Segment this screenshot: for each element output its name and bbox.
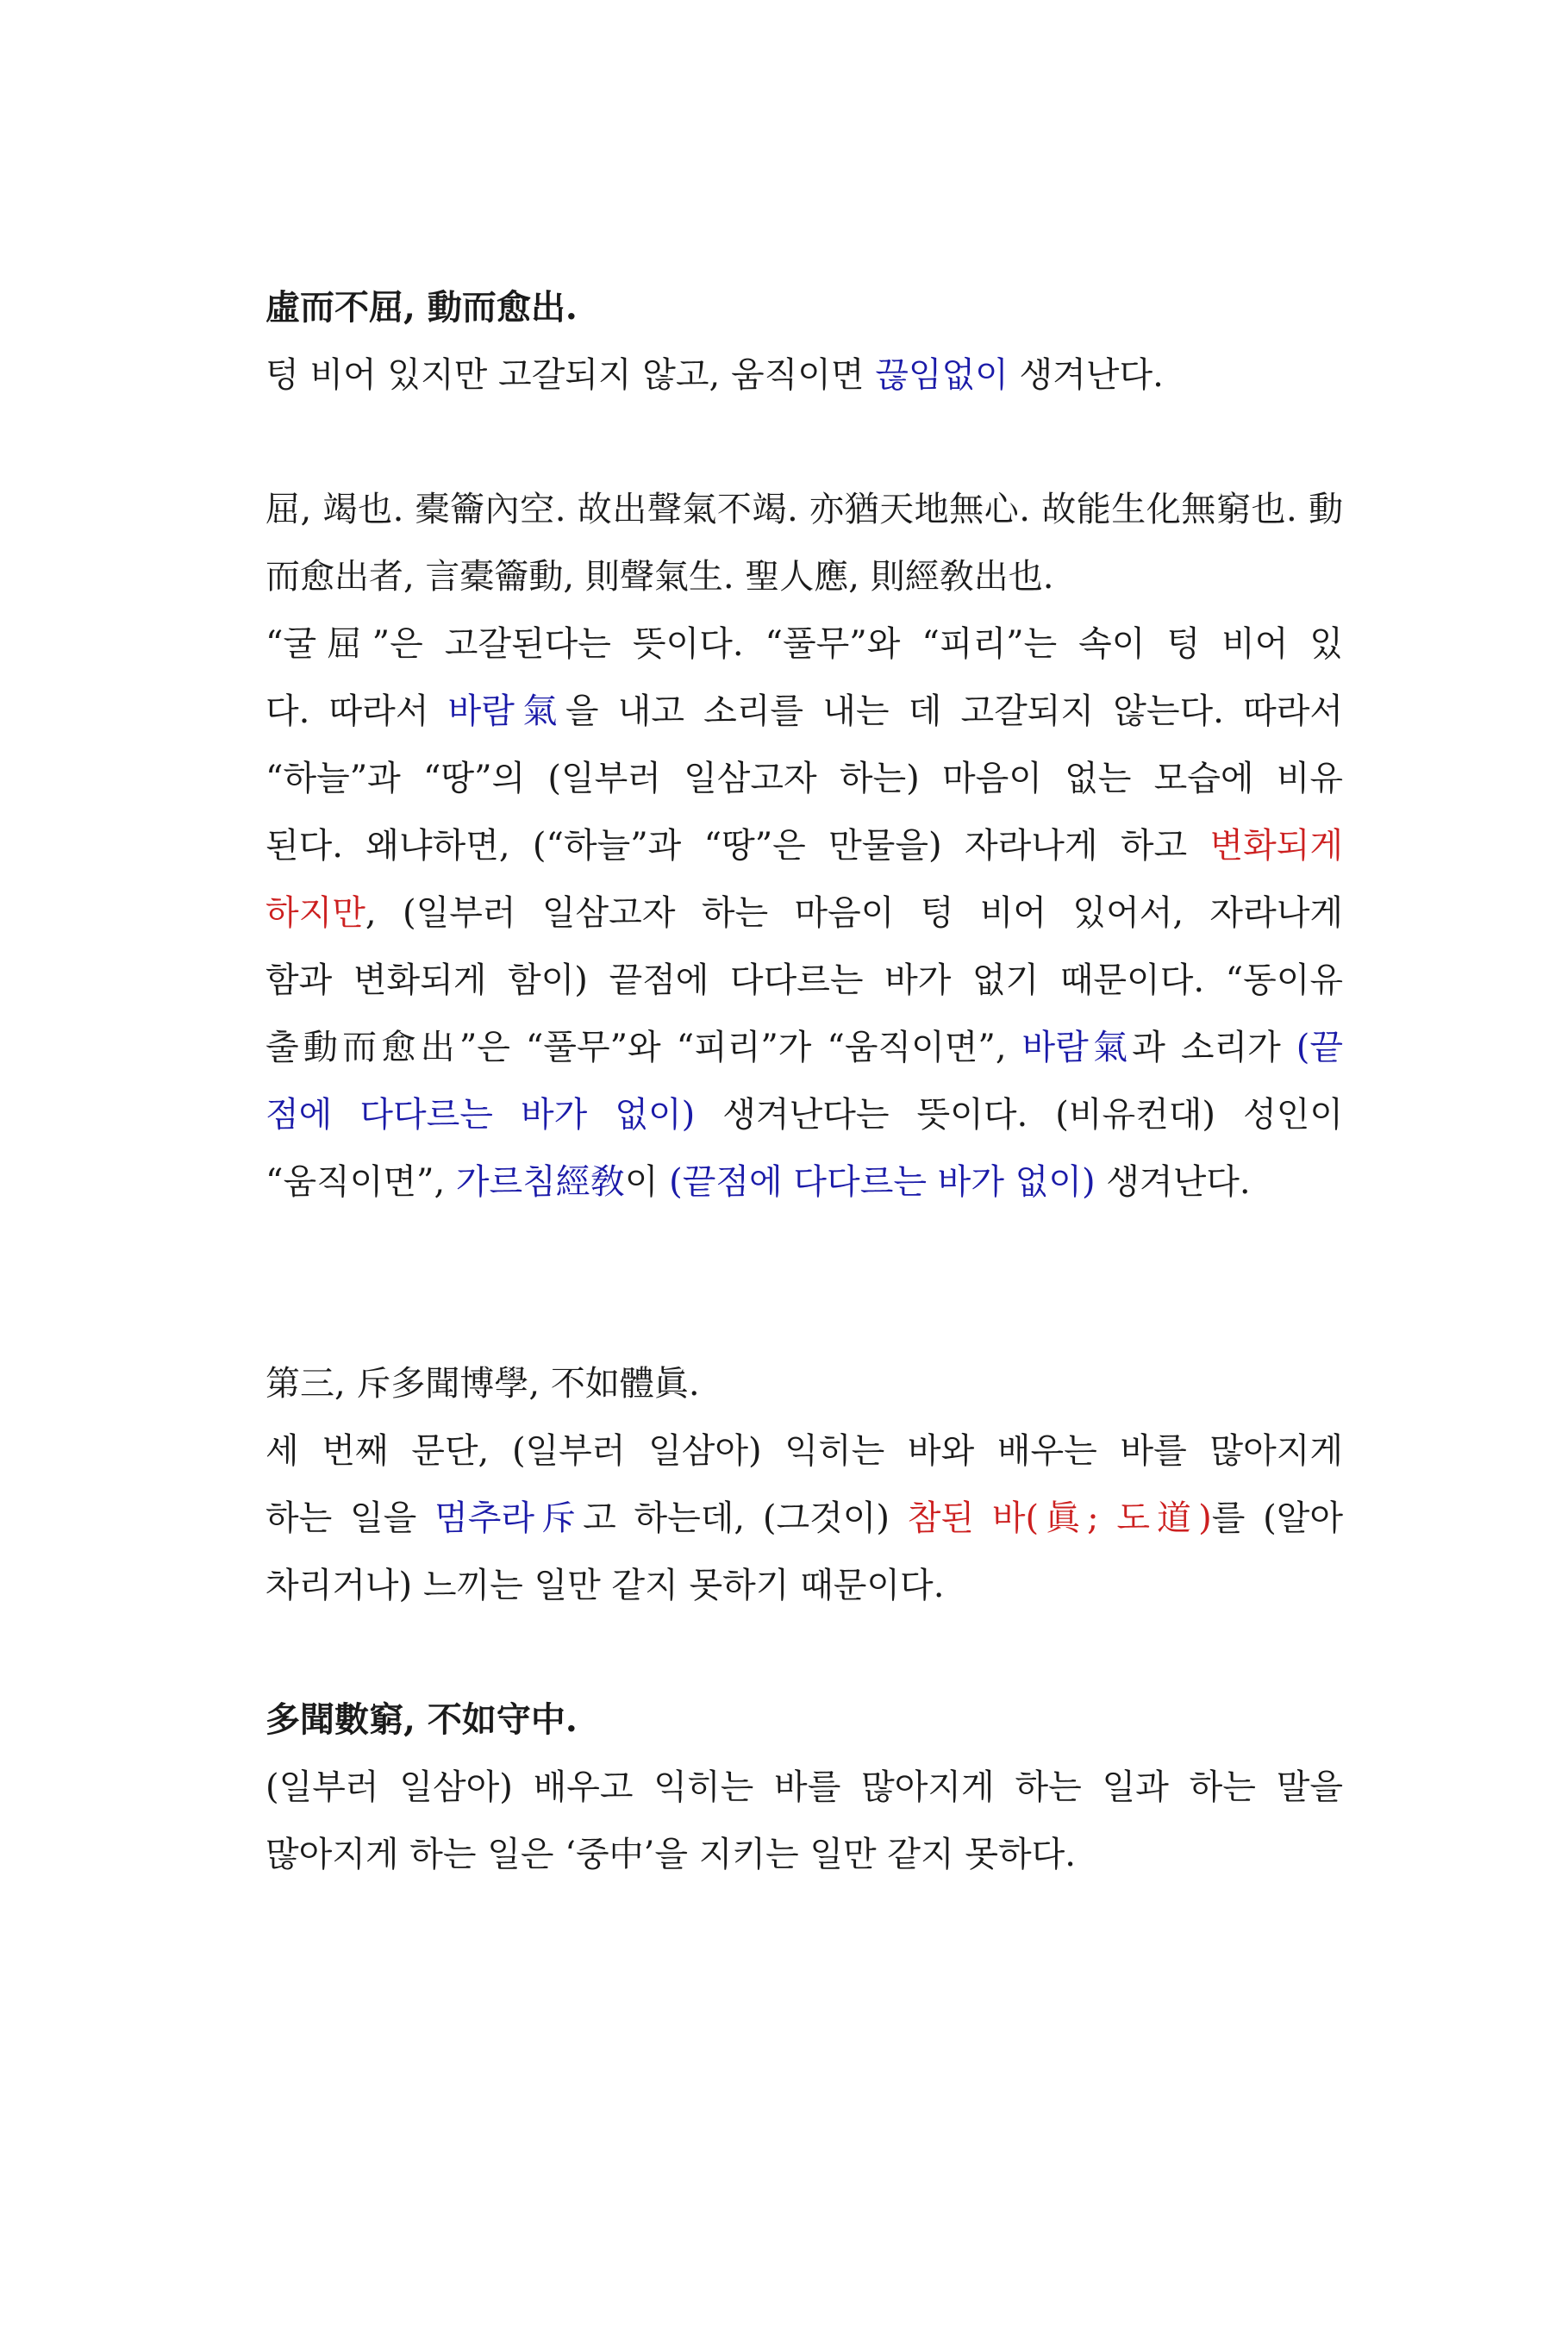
- text-segment: 생겨난다.: [1008, 355, 1164, 395]
- text-segment: 를 (알아: [1211, 1498, 1343, 1538]
- commentary-line: 屈, 竭也. 橐籥內空. 故出聲氣不竭. 亦猶天地無心. 故能生化無窮也. 動: [265, 490, 1343, 529]
- text-segment: 하는 일을: [265, 1498, 435, 1538]
- translation-line: “하늘”과 “땅”의 (일부러 일삼고자 하는) 마음이 없는 모습에 비유: [265, 759, 1343, 798]
- text-segment: 생겨난다.: [1095, 1162, 1251, 1202]
- translation-line: [265, 1014, 1343, 1081]
- classical-heading-1: 虛而不屈, 動而愈出.: [265, 287, 578, 328]
- commentary-line: 而愈出者, 言橐籥動, 則聲氣生. 聖人應, 則經敎出也.: [265, 557, 1054, 597]
- highlight-blue: 끊임없이: [875, 355, 1009, 395]
- highlight-blue: (끝점에 다다르는 바가 없이): [669, 1162, 1096, 1202]
- text-segment: 이: [624, 1162, 670, 1202]
- highlight-red: 참된 바(眞; 도道): [907, 1498, 1212, 1538]
- document-page: [265, 274, 1343, 1888]
- highlight-blue: 가르침經敎: [455, 1162, 625, 1202]
- highlight-blue: 바람氣: [447, 691, 565, 731]
- highlight-blue: (끝: [1296, 1028, 1343, 1067]
- highlight-blue: 멈추라斥: [434, 1498, 584, 1538]
- text-segment: 생겨난다는 뜻이다. (비유컨대) 성인이: [695, 1095, 1343, 1135]
- text-segment: 다. 따라서: [265, 691, 448, 731]
- text-segment: 텅 비어 있지만 고갈되지 않고, 움직이면: [265, 355, 876, 395]
- translation-line: [265, 1485, 1343, 1552]
- highlight-red: 하지만: [265, 893, 365, 933]
- highlight-red: 변화되게: [1209, 826, 1343, 866]
- translation-line: [265, 1148, 1343, 1216]
- translation-line: 함과 변화되게 함이) 끝점에 다다르는 바가 없기 때문이다. “동이유: [265, 960, 1343, 1000]
- translation-line: 차리거나) 느끼는 일만 같지 못하기 때문이다.: [265, 1566, 945, 1605]
- translation-line: [265, 678, 1343, 745]
- highlight-blue: 바람氣: [1021, 1028, 1133, 1067]
- translation-line: (일부러 일삼아) 배우고 익히는 바를 많아지게 하는 일과 하는 말을: [265, 1767, 1343, 1807]
- translation-line: [265, 812, 1343, 879]
- text-segment: 과 소리가: [1132, 1028, 1296, 1067]
- text-segment: 된다. 왜냐하면, (“하늘”과 “땅”은 만물을) 자라나게 하고: [265, 826, 1210, 866]
- translation-line: [265, 879, 1343, 947]
- translation-line: 많아지게 하는 일은 ‘중中’을 지키는 일만 같지 못하다.: [265, 1835, 1076, 1874]
- translation-line: “굴屈”은 고갈된다는 뜻이다. “풀무”와 “피리”는 속이 텅 비어 있: [265, 624, 1343, 664]
- text-segment: , (일부러 일삼고자 하는 마음이 텅 비어 있어서, 자라나게: [365, 893, 1343, 933]
- translation-line: [265, 1081, 1343, 1148]
- classical-heading-4: 多聞數窮, 不如守中.: [265, 1699, 578, 1740]
- text-segment: 출動而愈出”은 “풀무”와 “피리”가 “움직이면”,: [265, 1028, 1022, 1067]
- highlight-blue: 점에 다다르는 바가 없이): [265, 1095, 696, 1135]
- section-heading-3: 第三, 斥多聞博學, 不如體眞.: [265, 1364, 700, 1404]
- text-segment: “움직이면”,: [265, 1162, 456, 1202]
- text-segment: 을 내고 소리를 내는 데 고갈되지 않는다. 따라서: [565, 691, 1343, 731]
- text-segment: 고 하는데, (그것이): [583, 1498, 908, 1538]
- translation-line: [265, 341, 1343, 409]
- translation-line: 세 번째 문단, (일부러 일삼아) 익히는 바와 배우는 바를 많아지게: [265, 1431, 1343, 1471]
